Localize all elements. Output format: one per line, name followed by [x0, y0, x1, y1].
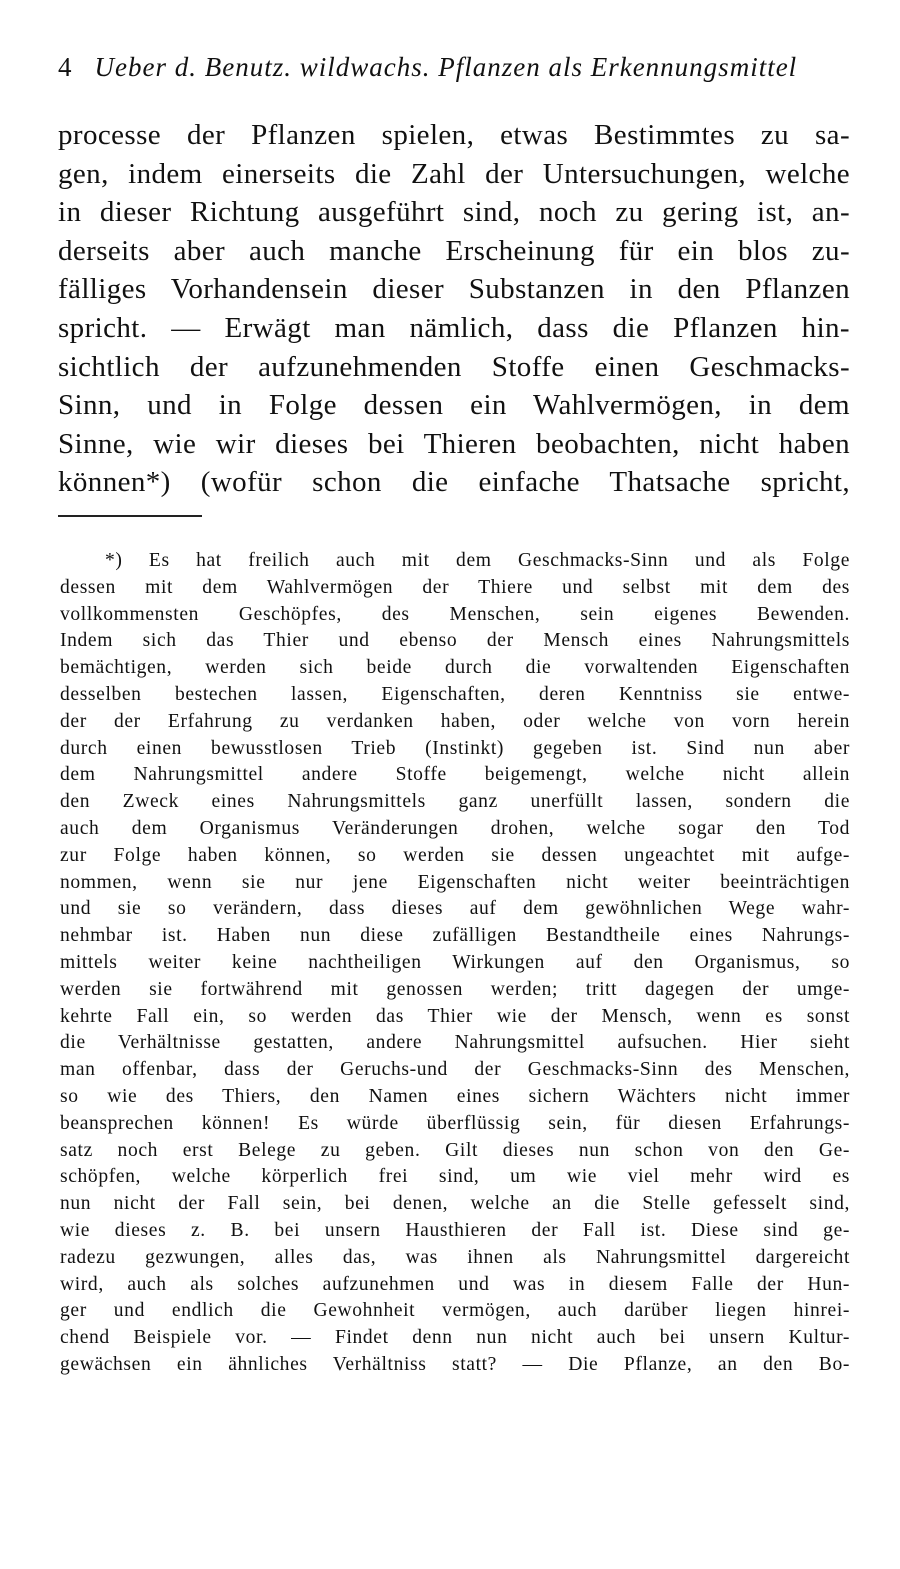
page-number: 4 — [58, 52, 73, 82]
footnote-line: chend Beispiele vor. — Findet denn nun nicht auch bei unsern Kultur- — [60, 1327, 850, 1349]
footnote-block — [60, 548, 850, 1379]
footnote-line: satz noch erst Belege zu geben. Gilt dieses nun schon von den Ge- — [60, 1139, 850, 1161]
text-line: derseits aber auch manche Erscheinung für ein blos zu- — [58, 234, 850, 267]
footnote-line: der der Erfahrung zu verdanken haben, oder welche von vorn herein — [60, 710, 850, 732]
main-text-block — [58, 116, 850, 502]
footnote-line: auch dem Organismus Veränderungen drohen, welche sogar den Tod — [60, 817, 850, 839]
footnote-line: schöpfen, welche körperlich frei sind, um wie viel mehr wird es — [60, 1166, 850, 1188]
footnote-line: ger und endlich die Gewohnheit vermögen, auch darüber liegen hinrei- — [60, 1300, 850, 1322]
text-line: sichtlich der aufzunehmenden Stoffe einen Geschmacks- — [58, 350, 850, 383]
footnote-line: kehrte Fall ein, so werden das Thier wie der Mensch, wenn es sonst — [60, 1005, 850, 1027]
footnote-line: so wie des Thiers, den Namen eines sichern Wächters nicht immer — [60, 1085, 850, 1107]
text-line: in dieser Richtung ausgeführt sind, noch zu gering ist, an- — [58, 196, 850, 229]
footnote-line: *) Es hat freilich auch mit dem Geschmacks-Sinn und als Folge — [105, 550, 850, 571]
running-header — [58, 52, 858, 92]
text-line: processe der Pflanzen spielen, etwas Bestimmtes zu sa- — [58, 119, 850, 151]
footnote-line: nun nicht der Fall sein, bei denen, welche an die Stelle gefesselt sind, — [60, 1193, 850, 1215]
running-title: Ueber d. Benutz. wildwachs. Pflanzen als Erkennungsmittel — [94, 52, 798, 82]
footnote-separator — [58, 515, 202, 517]
text-line: spricht. — Erwägt man nämlich, dass die Pflanzen hin- — [58, 311, 850, 344]
text-line: Sinne, wie wir dieses bei Thieren beobachten, nicht haben — [58, 427, 850, 460]
text-line: gen, indem einerseits die Zahl der Untersuchungen, welche — [58, 157, 850, 190]
footnote-line: beansprechen können! Es würde überflüssig sein, für diesen Erfahrungs- — [60, 1112, 850, 1134]
footnote-line: und sie so verändern, dass dieses auf dem gewöhnlichen Wege wahr- — [60, 898, 850, 920]
text-line: können*) (wofür schon die einfache Thatsache spricht, — [58, 466, 850, 499]
footnote-line: nommen, wenn sie nur jene Eigenschaften nicht weiter beeinträchtigen — [60, 871, 850, 893]
footnote-line: zur Folge haben können, so werden sie dessen ungeachtet mit aufge- — [60, 844, 850, 866]
footnote-line: gewächsen ein ähnliches Verhältniss statt? — Die Pflanze, an den Bo- — [60, 1353, 850, 1375]
footnote-line: vollkommensten Geschöpfes, des Menschen, sein eigenes Bewenden. — [60, 603, 850, 625]
footnote-line: die Verhältnisse gestatten, andere Nahrungsmittel aufsuchen. Hier sieht — [60, 1032, 850, 1054]
footnote-line: den Zweck eines Nahrungsmittels ganz unerfüllt lassen, sondern die — [60, 791, 850, 813]
footnote-line: dem Nahrungsmittel andere Stoffe beigemengt, welche nicht allein — [60, 764, 850, 786]
footnote-line: Indem sich das Thier und ebenso der Mensch eines Nahrungsmittels — [60, 630, 850, 652]
footnote-line: dessen mit dem Wahlvermögen der Thiere und selbst mit dem des — [60, 576, 850, 598]
text-line: fälliges Vorhandensein dieser Substanzen in den Pflanzen — [58, 273, 850, 306]
footnote-line: man offenbar, dass der Geruchs-und der Geschmacks-Sinn des Menschen, — [60, 1059, 850, 1081]
footnote-line: durch einen bewusstlosen Trieb (Instinkt) gegeben ist. Sind nun aber — [60, 737, 850, 759]
footnote-line: wird, auch als solches aufzunehmen und was in diesem Falle der Hun- — [60, 1273, 850, 1295]
footnote-line: wie dieses z. B. bei unsern Hausthieren der Fall ist. Diese sind ge- — [60, 1219, 850, 1241]
footnote-line: desselben bestechen lassen, Eigenschaften, deren Kenntniss sie entwe- — [60, 683, 850, 705]
footnote-line: radezu gezwungen, alles das, was ihnen als Nahrungsmittel dargereicht — [60, 1246, 850, 1268]
footnote-line: nehmbar ist. Haben nun diese zufälligen Bestandtheile eines Nahrungs- — [60, 925, 850, 947]
footnote-line: bemächtigen, werden sich beide durch die vorwaltenden Eigenschaften — [60, 657, 850, 679]
text-line: Sinn, und in Folge dessen ein Wahlvermögen, in dem — [58, 389, 850, 422]
footnote-line: mittels weiter keine nachtheiligen Wirkungen auf den Organismus, so — [60, 951, 850, 973]
footnote-line: werden sie fortwährend mit genossen werden; tritt dagegen der umge- — [60, 978, 850, 1000]
